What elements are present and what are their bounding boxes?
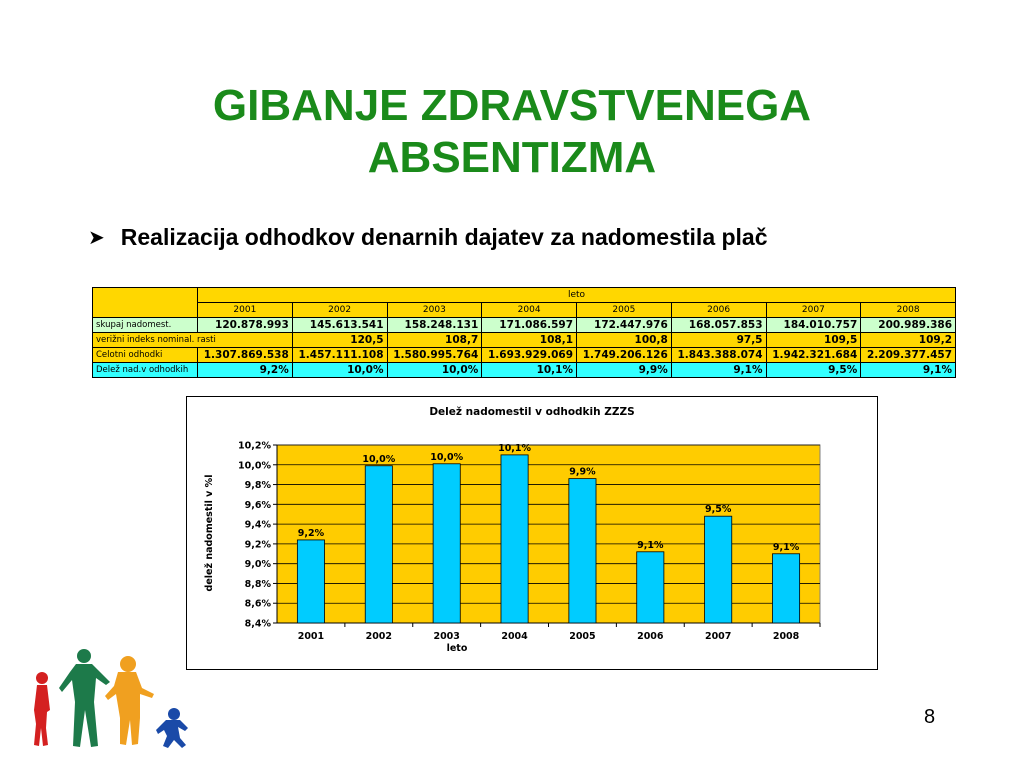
- table-cell: 120,5: [292, 333, 387, 348]
- bar-chart: [186, 396, 878, 670]
- table-cell: 1.749.206.126: [577, 348, 672, 363]
- bar: [297, 540, 324, 623]
- x-tick-label: 2002: [365, 631, 393, 642]
- table-cell: 1.457.111.108: [292, 348, 387, 363]
- data-table: [92, 287, 956, 378]
- bar: [637, 552, 664, 623]
- bar: [501, 455, 528, 623]
- y-tick-label: 9,0%: [244, 559, 271, 571]
- x-tick-label: 2006: [637, 631, 664, 642]
- bar: [433, 464, 460, 623]
- orange-woman-figure: [105, 656, 154, 745]
- data-label: 9,9%: [569, 466, 596, 478]
- chart-svg: [187, 397, 877, 669]
- table-cell: 145.613.541: [292, 318, 387, 333]
- table-row: [93, 333, 956, 348]
- x-tick-label: 2001: [297, 631, 325, 642]
- y-axis-label: delež nadomestil v %l: [204, 474, 215, 592]
- table-cell: 9,9%: [577, 363, 672, 378]
- table-cell: 1.580.995.764: [387, 348, 482, 363]
- year-header: 2007: [766, 303, 861, 318]
- bullet-text: Realizacija odhodkov denarnih dajatev za nadomestila plač: [120, 224, 768, 250]
- year-header: 2005: [577, 303, 672, 318]
- green-man-figure: [59, 649, 110, 747]
- table-cell: 108,7: [387, 333, 482, 348]
- data-label: 10,1%: [498, 442, 532, 454]
- table-cell: 168.057.853: [671, 318, 766, 333]
- row-label: Delež nad.v odhodkih: [93, 363, 198, 378]
- bar: [772, 554, 799, 623]
- title-line-1: GIBANJE ZDRAVSTVENEGA: [212, 81, 812, 130]
- red-child-figure: [34, 672, 50, 746]
- table-cell: 9,1%: [861, 363, 956, 378]
- table-cell: 184.010.757: [766, 318, 861, 333]
- data-label: 9,1%: [772, 541, 800, 553]
- data-label: 9,5%: [705, 504, 732, 516]
- chart-title: Delež nadomestil v odhodkih ZZZS: [429, 406, 635, 418]
- table-cell: 10,0%: [292, 363, 387, 378]
- table-cell: 109,2: [861, 333, 956, 348]
- plot-area: [277, 442, 820, 623]
- table-cell: 158.248.131: [387, 318, 482, 333]
- row-label: skupaj nadomest.: [93, 318, 198, 333]
- table-cell: 120.878.993: [198, 318, 293, 333]
- bar: [365, 466, 392, 623]
- people-silhouettes-logo: [28, 648, 193, 753]
- table-cell: 9,2%: [198, 363, 293, 378]
- y-tick-label: 10,2%: [238, 440, 271, 452]
- table-cell: 171.086.597: [482, 318, 577, 333]
- table-row: [93, 363, 956, 378]
- x-tick-label: 2004: [501, 631, 528, 642]
- year-header: 2004: [482, 303, 577, 318]
- x-tick-label: 2003: [433, 631, 460, 642]
- x-axis-label: leto: [446, 643, 468, 654]
- table-group-header: leto: [198, 288, 956, 303]
- year-header: 2002: [292, 303, 387, 318]
- data-label: 10,0%: [362, 453, 396, 465]
- title-line-2: ABSENTIZMA: [367, 133, 657, 182]
- table-cell: 109,5: [766, 333, 861, 348]
- x-tick-label: 2005: [569, 631, 596, 642]
- table-cell: 100,8: [577, 333, 672, 348]
- table-cell: 10,1%: [482, 363, 577, 378]
- y-tick-label: 9,8%: [244, 480, 271, 492]
- bar: [569, 479, 596, 623]
- table-cell: 1.307.869.538: [198, 348, 293, 363]
- x-tick-label: 2008: [772, 631, 800, 642]
- table-cell: 9,5%: [766, 363, 861, 378]
- data-label: 9,1%: [637, 539, 664, 551]
- blue-child-figure: [156, 708, 188, 748]
- y-tick-label: 10,0%: [238, 460, 271, 472]
- y-tick-label: 9,4%: [244, 519, 271, 531]
- slide-title: [0, 80, 1024, 184]
- year-header: 2006: [671, 303, 766, 318]
- bullet-item: [88, 224, 768, 251]
- row-label: verižni indeks nominal. rasti: [93, 333, 198, 348]
- table-row: [93, 318, 956, 333]
- y-tick-label: 9,6%: [244, 499, 271, 511]
- data-label: 10,0%: [430, 451, 464, 463]
- table-cell: 172.447.976: [577, 318, 672, 333]
- y-tick-label: 8,8%: [244, 578, 271, 590]
- year-header: 2008: [861, 303, 956, 318]
- table-year-row: [93, 303, 956, 318]
- table-cell: 108,1: [482, 333, 577, 348]
- table-cell: 1.843.388.074: [671, 348, 766, 363]
- table-cell: 9,1%: [671, 363, 766, 378]
- y-tick-label: 9,2%: [244, 539, 271, 551]
- table-cell: 2.209.377.457: [861, 348, 956, 363]
- y-tick-label: 8,6%: [244, 598, 271, 610]
- year-header: 2001: [198, 303, 293, 318]
- table-cell: 97,5: [671, 333, 766, 348]
- table-cell: 200.989.386: [861, 318, 956, 333]
- table-row: [93, 348, 956, 363]
- table-cell: 1.942.321.684: [766, 348, 861, 363]
- bar: [705, 516, 732, 623]
- data-label: 9,2%: [297, 527, 325, 539]
- y-tick-label: 8,4%: [244, 618, 271, 630]
- arrow-bullet-icon: ➤: [88, 227, 105, 249]
- year-header: 2003: [387, 303, 482, 318]
- table-cell: 1.693.929.069: [482, 348, 577, 363]
- page-number: 8: [924, 706, 936, 728]
- table-cell: 10,0%: [387, 363, 482, 378]
- table-corner: [93, 288, 198, 318]
- x-tick-label: 2007: [704, 631, 732, 642]
- row-label: Celotni odhodki: [93, 348, 198, 363]
